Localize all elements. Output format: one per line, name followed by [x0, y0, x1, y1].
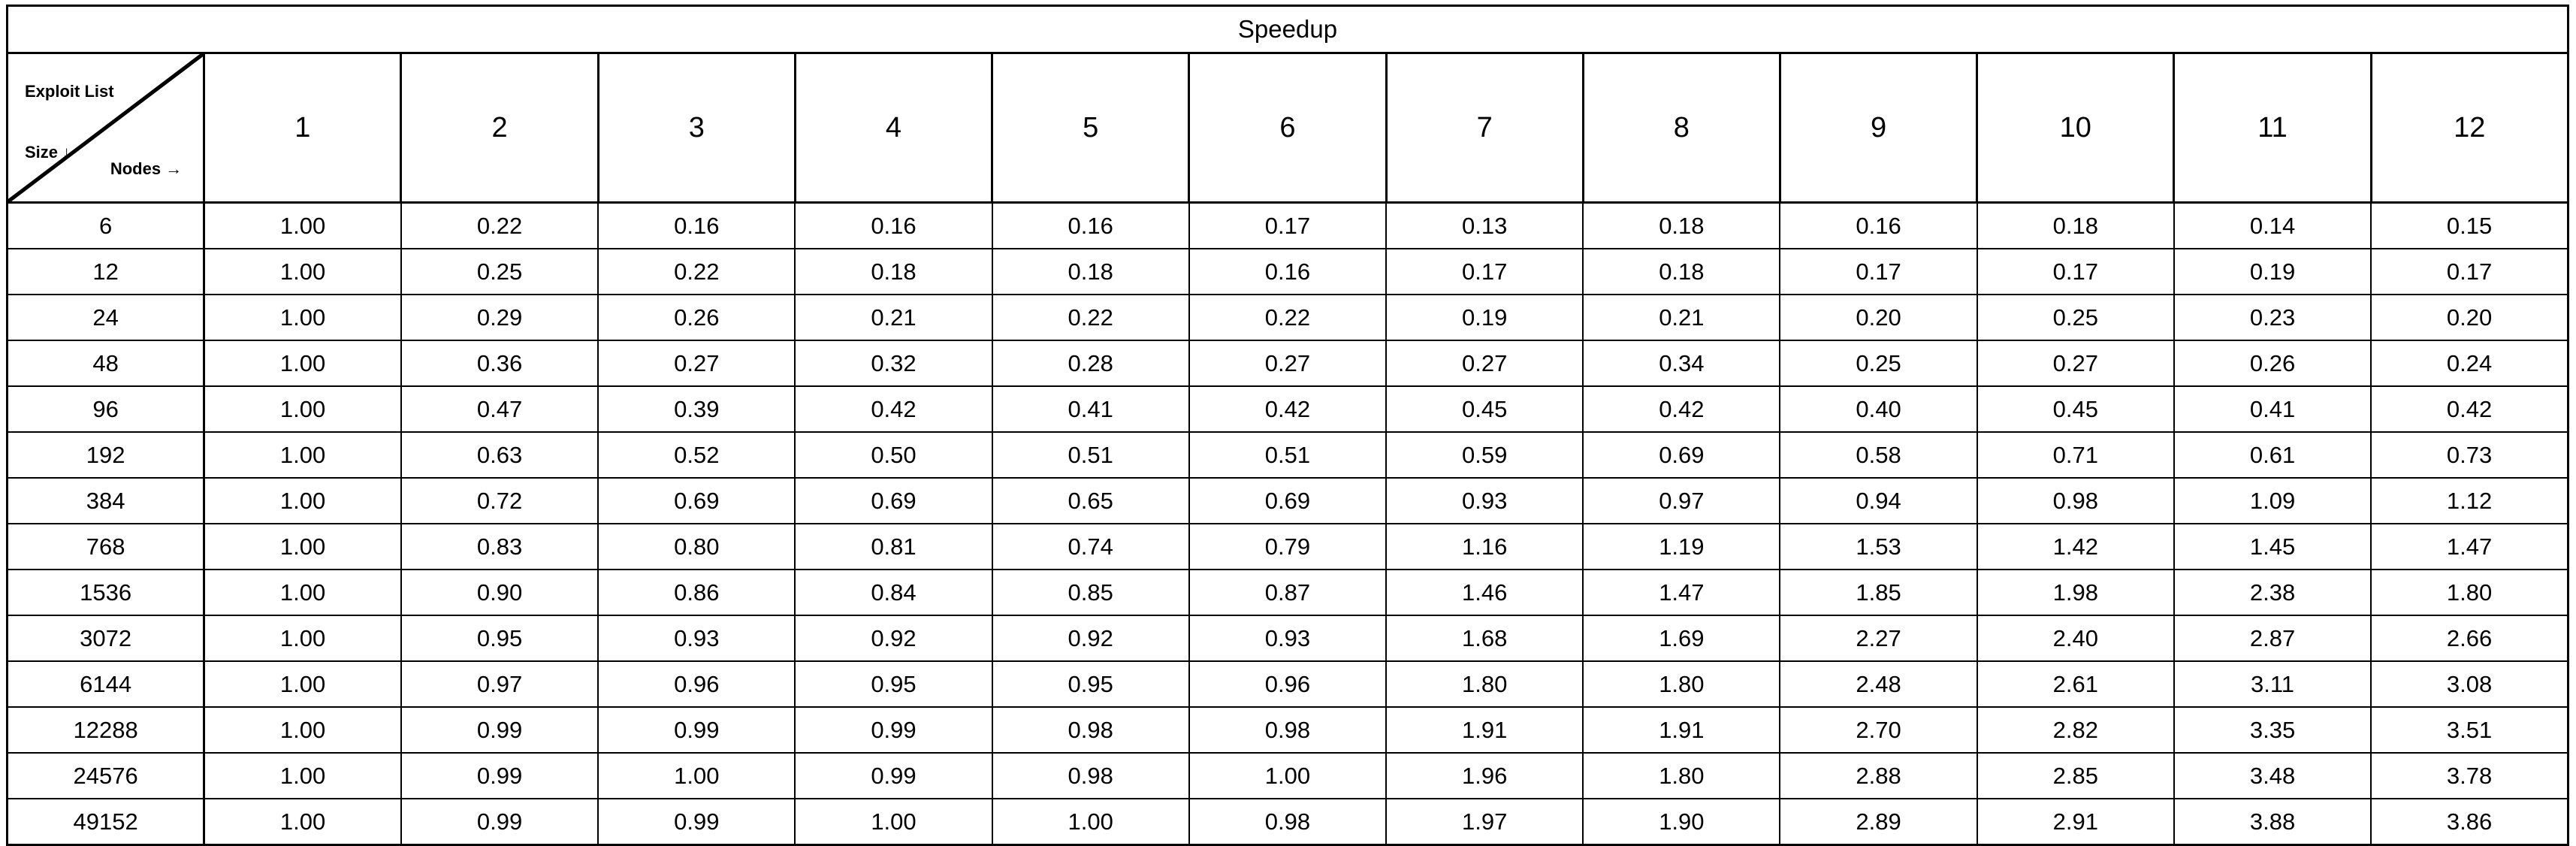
column-header-nodes-8: 8	[1583, 53, 1780, 203]
speedup-cell: 1.00	[204, 661, 401, 707]
speedup-cell: 1.45	[2174, 524, 2371, 570]
speedup-cell: 1.00	[204, 799, 401, 845]
speedup-cell: 0.47	[401, 386, 598, 432]
row-header-size-12: 12	[8, 249, 204, 295]
speedup-cell: 3.35	[2174, 707, 2371, 753]
speedup-cell: 0.86	[598, 570, 795, 615]
speedup-cell: 0.65	[992, 478, 1189, 524]
speedup-cell: 0.34	[1583, 340, 1780, 386]
speedup-cell: 1.00	[598, 753, 795, 799]
speedup-cell: 1.47	[1583, 570, 1780, 615]
speedup-cell: 0.15	[2371, 203, 2568, 249]
speedup-cell: 0.99	[795, 707, 992, 753]
speedup-cell: 1.80	[2371, 570, 2568, 615]
speedup-cell: 0.41	[2174, 386, 2371, 432]
speedup-cell: 0.18	[1977, 203, 2174, 249]
column-header-nodes-5: 5	[992, 53, 1189, 203]
speedup-cell: 0.22	[401, 203, 598, 249]
speedup-cell: 0.98	[992, 707, 1189, 753]
speedup-cell: 0.22	[598, 249, 795, 295]
table-row	[8, 615, 2568, 661]
speedup-cell: 0.51	[992, 432, 1189, 478]
speedup-cell: 0.17	[1977, 249, 2174, 295]
speedup-cell: 0.14	[2174, 203, 2371, 249]
speedup-cell: 0.22	[1189, 295, 1386, 340]
table-row	[8, 570, 2568, 615]
column-header-nodes-9: 9	[1780, 53, 1977, 203]
speedup-cell: 0.42	[1583, 386, 1780, 432]
speedup-cell: 0.27	[598, 340, 795, 386]
speedup-cell: 0.25	[1780, 340, 1977, 386]
speedup-cell: 0.98	[992, 753, 1189, 799]
speedup-cell: 0.19	[1386, 295, 1583, 340]
table-row	[8, 340, 2568, 386]
speedup-cell: 0.18	[1583, 249, 1780, 295]
speedup-cell: 1.00	[204, 615, 401, 661]
speedup-cell: 1.00	[204, 203, 401, 249]
speedup-cell: 0.69	[795, 478, 992, 524]
speedup-cell: 3.78	[2371, 753, 2568, 799]
speedup-cell: 1.00	[204, 570, 401, 615]
speedup-cell: 0.59	[1386, 432, 1583, 478]
speedup-cell: 0.99	[401, 799, 598, 845]
speedup-cell: 0.39	[598, 386, 795, 432]
row-header-size-96: 96	[8, 386, 204, 432]
speedup-cell: 0.42	[2371, 386, 2568, 432]
speedup-cell: 0.93	[1386, 478, 1583, 524]
speedup-cell: 0.97	[1583, 478, 1780, 524]
table-row	[8, 753, 2568, 799]
speedup-cell: 1.00	[795, 799, 992, 845]
speedup-cell: 1.09	[2174, 478, 2371, 524]
speedup-cell: 2.61	[1977, 661, 2174, 707]
table-row	[8, 799, 2568, 845]
speedup-cell: 2.70	[1780, 707, 1977, 753]
speedup-cell: 2.40	[1977, 615, 2174, 661]
speedup-cell: 0.81	[795, 524, 992, 570]
speedup-cell: 1.91	[1386, 707, 1583, 753]
speedup-cell: 3.86	[2371, 799, 2568, 845]
column-header-nodes-6: 6	[1189, 53, 1386, 203]
speedup-cell: 0.23	[2174, 295, 2371, 340]
speedup-cell: 1.80	[1583, 753, 1780, 799]
speedup-cell: 0.22	[992, 295, 1189, 340]
speedup-cell: 0.26	[598, 295, 795, 340]
speedup-cell: 0.21	[795, 295, 992, 340]
speedup-cell: 3.88	[2174, 799, 2371, 845]
table-header-row	[8, 53, 2568, 203]
speedup-cell: 0.40	[1780, 386, 1977, 432]
speedup-cell: 1.91	[1583, 707, 1780, 753]
table-row	[8, 478, 2568, 524]
speedup-cell: 1.80	[1583, 661, 1780, 707]
row-header-size-49152: 49152	[8, 799, 204, 845]
axis-corner-cell	[8, 53, 204, 203]
speedup-cell: 0.99	[598, 707, 795, 753]
speedup-cell: 0.52	[598, 432, 795, 478]
speedup-cell: 0.98	[1189, 707, 1386, 753]
speedup-cell: 0.98	[1189, 799, 1386, 845]
speedup-cell: 2.89	[1780, 799, 1977, 845]
speedup-cell: 0.27	[1386, 340, 1583, 386]
speedup-cell: 1.97	[1386, 799, 1583, 845]
speedup-cell: 0.36	[401, 340, 598, 386]
speedup-cell: 0.74	[992, 524, 1189, 570]
speedup-cell: 3.08	[2371, 661, 2568, 707]
speedup-cell: 0.58	[1780, 432, 1977, 478]
speedup-cell: 0.16	[1780, 203, 1977, 249]
speedup-cell: 1.12	[2371, 478, 2568, 524]
speedup-cell: 2.38	[2174, 570, 2371, 615]
speedup-cell: 2.27	[1780, 615, 1977, 661]
row-header-size-24: 24	[8, 295, 204, 340]
speedup-cell: 0.99	[401, 707, 598, 753]
speedup-cell: 0.93	[1189, 615, 1386, 661]
column-header-nodes-2: 2	[401, 53, 598, 203]
speedup-cell: 0.69	[1189, 478, 1386, 524]
column-header-nodes-10: 10	[1977, 53, 2174, 203]
column-header-nodes-3: 3	[598, 53, 795, 203]
speedup-cell: 1.00	[204, 432, 401, 478]
speedup-cell: 0.45	[1977, 386, 2174, 432]
speedup-cell: 0.18	[992, 249, 1189, 295]
row-header-size-12288: 12288	[8, 707, 204, 753]
speedup-cell: 2.82	[1977, 707, 2174, 753]
speedup-cell: 0.84	[795, 570, 992, 615]
speedup-cell: 1.85	[1780, 570, 1977, 615]
speedup-cell: 1.80	[1386, 661, 1583, 707]
row-header-size-6144: 6144	[8, 661, 204, 707]
speedup-cell: 1.00	[204, 478, 401, 524]
speedup-cell: 0.25	[1977, 295, 2174, 340]
column-header-nodes-4: 4	[795, 53, 992, 203]
speedup-cell: 0.32	[795, 340, 992, 386]
row-header-size-768: 768	[8, 524, 204, 570]
speedup-cell: 0.27	[1189, 340, 1386, 386]
speedup-cell: 0.17	[1780, 249, 1977, 295]
speedup-cell: 1.00	[204, 524, 401, 570]
speedup-cell: 0.79	[1189, 524, 1386, 570]
speedup-cell: 0.95	[401, 615, 598, 661]
speedup-cell: 1.00	[1189, 753, 1386, 799]
speedup-cell: 0.72	[401, 478, 598, 524]
speedup-cell: 0.92	[992, 615, 1189, 661]
speedup-cell: 0.85	[992, 570, 1189, 615]
speedup-cell: 2.48	[1780, 661, 1977, 707]
speedup-cell: 0.16	[598, 203, 795, 249]
speedup-cell: 0.87	[1189, 570, 1386, 615]
row-header-size-192: 192	[8, 432, 204, 478]
speedup-cell: 0.93	[598, 615, 795, 661]
speedup-cell: 0.16	[1189, 249, 1386, 295]
speedup-cell: 0.29	[401, 295, 598, 340]
speedup-cell: 0.17	[1386, 249, 1583, 295]
speedup-cell: 0.20	[2371, 295, 2568, 340]
column-header-nodes-12: 12	[2371, 53, 2568, 203]
speedup-cell: 1.96	[1386, 753, 1583, 799]
speedup-cell: 0.18	[1583, 203, 1780, 249]
speedup-cell: 0.96	[1189, 661, 1386, 707]
speedup-cell: 0.95	[795, 661, 992, 707]
speedup-cell: 3.11	[2174, 661, 2371, 707]
speedup-cell: 1.46	[1386, 570, 1583, 615]
speedup-cell: 0.21	[1583, 295, 1780, 340]
speedup-cell: 1.00	[204, 386, 401, 432]
speedup-cell: 0.24	[2371, 340, 2568, 386]
speedup-cell: 0.28	[992, 340, 1189, 386]
speedup-cell: 0.69	[1583, 432, 1780, 478]
speedup-cell: 1.47	[2371, 524, 2568, 570]
table-row	[8, 386, 2568, 432]
speedup-cell: 0.18	[795, 249, 992, 295]
exploit-list-label: Exploit List	[25, 82, 114, 101]
speedup-cell: 0.19	[2174, 249, 2371, 295]
speedup-cell: 1.69	[1583, 615, 1780, 661]
speedup-cell: 2.88	[1780, 753, 1977, 799]
speedup-cell: 0.16	[795, 203, 992, 249]
speedup-cell: 1.00	[204, 295, 401, 340]
speedup-cell: 1.90	[1583, 799, 1780, 845]
speedup-cell: 1.00	[204, 753, 401, 799]
speedup-cell: 0.63	[401, 432, 598, 478]
table-title-row	[8, 6, 2568, 53]
table-row	[8, 249, 2568, 295]
size-axis-label: Size ↓	[25, 143, 71, 162]
row-header-size-1536: 1536	[8, 570, 204, 615]
speedup-cell: 0.69	[598, 478, 795, 524]
speedup-cell: 1.00	[204, 707, 401, 753]
speedup-cell: 0.96	[598, 661, 795, 707]
speedup-cell: 0.26	[2174, 340, 2371, 386]
column-header-nodes-11: 11	[2174, 53, 2371, 203]
speedup-cell: 1.98	[1977, 570, 2174, 615]
speedup-cell: 1.00	[204, 340, 401, 386]
speedup-cell: 0.50	[795, 432, 992, 478]
speedup-cell: 0.73	[2371, 432, 2568, 478]
speedup-cell: 1.00	[992, 799, 1189, 845]
speedup-cell: 0.97	[401, 661, 598, 707]
speedup-cell: 0.42	[1189, 386, 1386, 432]
speedup-cell: 0.61	[2174, 432, 2371, 478]
speedup-cell: 0.41	[992, 386, 1189, 432]
row-header-size-3072: 3072	[8, 615, 204, 661]
speedup-cell: 0.51	[1189, 432, 1386, 478]
speedup-cell: 0.42	[795, 386, 992, 432]
speedup-cell: 0.27	[1977, 340, 2174, 386]
row-header-size-6: 6	[8, 203, 204, 249]
speedup-cell: 0.99	[401, 753, 598, 799]
speedup-cell: 0.90	[401, 570, 598, 615]
speedup-cell: 1.42	[1977, 524, 2174, 570]
speedup-cell: 3.48	[2174, 753, 2371, 799]
speedup-cell: 0.92	[795, 615, 992, 661]
speedup-cell: 0.94	[1780, 478, 1977, 524]
row-header-size-24576: 24576	[8, 753, 204, 799]
speedup-cell: 2.91	[1977, 799, 2174, 845]
speedup-cell: 2.85	[1977, 753, 2174, 799]
speedup-cell: 0.98	[1977, 478, 2174, 524]
speedup-cell: 0.45	[1386, 386, 1583, 432]
speedup-cell: 0.25	[401, 249, 598, 295]
speedup-table	[6, 5, 2569, 846]
table-row	[8, 203, 2568, 249]
column-header-nodes-7: 7	[1386, 53, 1583, 203]
speedup-cell: 0.99	[795, 753, 992, 799]
speedup-cell: 2.66	[2371, 615, 2568, 661]
speedup-cell: 0.20	[1780, 295, 1977, 340]
table-row	[8, 432, 2568, 478]
speedup-cell: 0.17	[2371, 249, 2568, 295]
table-row	[8, 661, 2568, 707]
speedup-cell: 2.87	[2174, 615, 2371, 661]
table-row	[8, 295, 2568, 340]
speedup-cell: 0.83	[401, 524, 598, 570]
speedup-cell: 0.17	[1189, 203, 1386, 249]
row-header-size-48: 48	[8, 340, 204, 386]
speedup-cell: 0.16	[992, 203, 1189, 249]
speedup-cell: 1.16	[1386, 524, 1583, 570]
speedup-cell: 0.99	[598, 799, 795, 845]
diagonal-divider-icon	[8, 54, 203, 201]
speedup-cell: 3.51	[2371, 707, 2568, 753]
speedup-cell: 0.95	[992, 661, 1189, 707]
row-header-size-384: 384	[8, 478, 204, 524]
speedup-cell: 0.13	[1386, 203, 1583, 249]
page-title: Speedup	[8, 6, 2568, 53]
speedup-cell: 0.71	[1977, 432, 2174, 478]
table-row	[8, 707, 2568, 753]
nodes-axis-label: Nodes →	[110, 159, 183, 178]
column-header-nodes-1: 1	[204, 53, 401, 203]
speedup-cell: 0.80	[598, 524, 795, 570]
speedup-cell: 1.19	[1583, 524, 1780, 570]
speedup-cell: 1.68	[1386, 615, 1583, 661]
table-row	[8, 524, 2568, 570]
speedup-cell: 1.00	[204, 249, 401, 295]
speedup-cell: 1.53	[1780, 524, 1977, 570]
